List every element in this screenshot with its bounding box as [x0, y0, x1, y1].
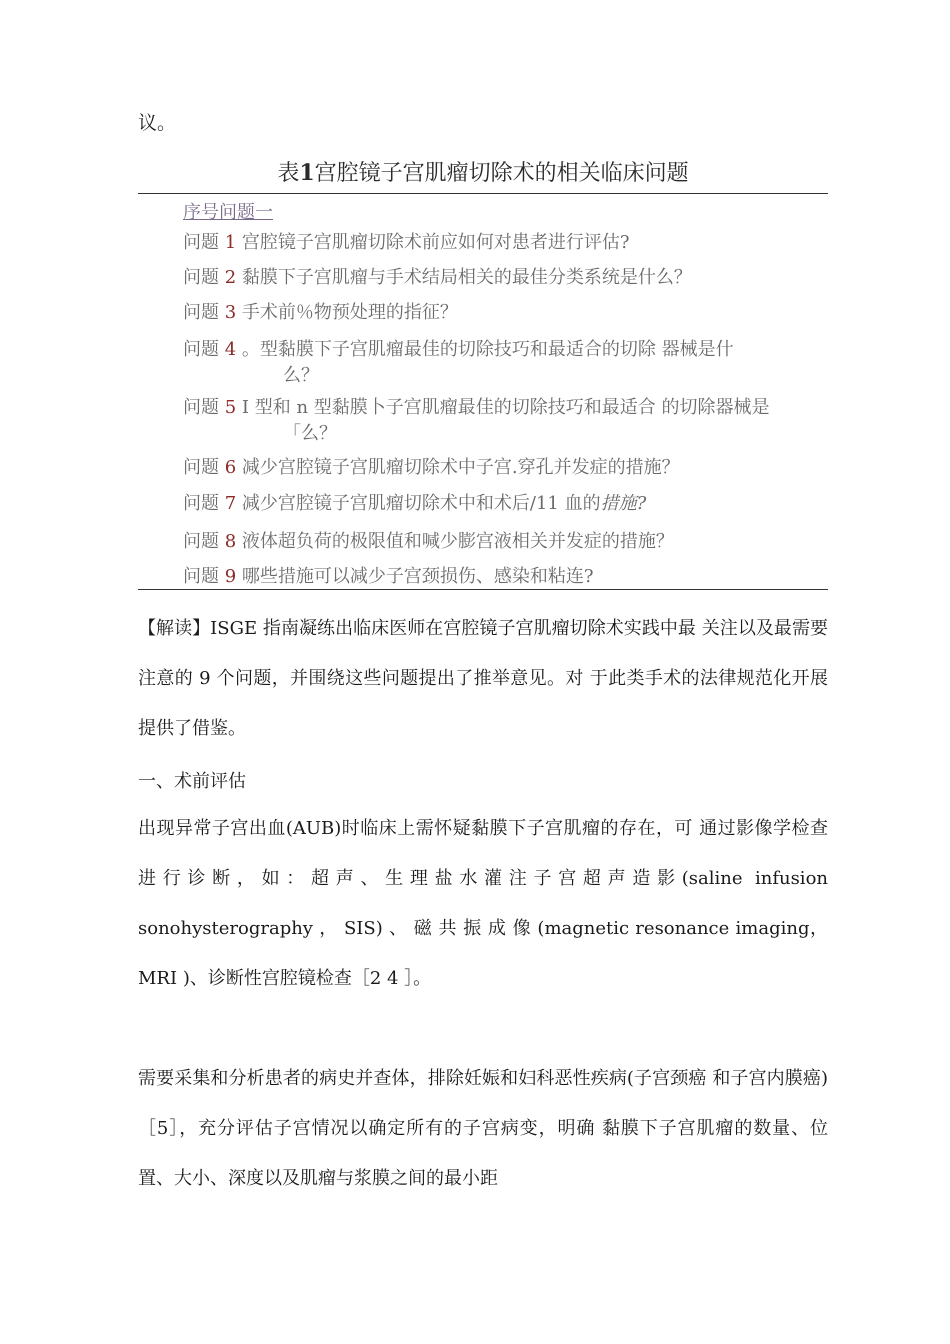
section-heading-preop-assessment: 一、术前评估 [138, 771, 246, 792]
question-row-7: 问题 7 减少宫腔镜子宫肌瘤切除术中和术后/11 血的措施? [183, 493, 647, 514]
lead-text: 议。 [138, 112, 177, 134]
section-paragraph-2: 需要采集和分析患者的病史并查体，排除妊娠和妇科恶性疾病(子宫颈癌 和子宫内膜癌)［5］，充分评估子宫情况以确定所有的子宫病变，明确 黏膜下子宫肌瘤的数量、位置、大小、深度以及肌瘤与浆膜之间的最小距 [138, 1068, 828, 1189]
question-row-5-continued: 「么？ [283, 423, 337, 444]
question-row-9: 问题 9 哪些措施可以减少子宫颈损伤、感染和粘连? [183, 566, 594, 587]
question-row-8: 问题 8 液体超负荷的极限值和喊少膨宫液相关并发症的措施？ [183, 531, 674, 552]
section-paragraph-1: 出现异常子宫出血(AUB)时临床上需怀疑黏膜下子宫肌瘤的存在，可 通过影像学检查进行诊断，如：超声、生理盐水灌注子宫超声造影(saline infusion sonohysterography ， SIS) 、 磁 共 振 成 像 (magnetic resonance imaging，MRI )、诊断性宫腔镜检查［2 4 ］。 [138, 818, 828, 989]
table-title-text: 宫腔镜子宫肌瘤切除术的相关临床问题 [314, 161, 689, 186]
table-title [138, 156, 828, 187]
table-bottom-rule [138, 589, 828, 590]
table-title-prefix: 表 [277, 161, 300, 186]
table-top-rule [138, 193, 828, 194]
question-row-4: 问题 4 。型黏膜下子宫肌瘤最佳的切除技巧和最适合的切除 器械是什 么？ [183, 335, 833, 387]
question-row-5: 问题 5 I 型和 n 型黏膜卜子宫肌瘤最佳的切除技巧和最适合 的切除器械是 「么？ [183, 393, 833, 445]
question-row-3: 问题 3 手术前％物预处理的指征？ [183, 302, 458, 323]
interpretation-paragraph: 【解读】ISGE 指南凝练出临床医师在宫腔镜子宫肌瘤切除术实践中最 关注以及最需要注意的 9 个问题，并围绕这些问题提出了推举意见。对 于此类手术的法律规范化开展提供了借鉴。 [138, 618, 828, 739]
table-header: 序号问题一 [183, 202, 273, 223]
table-title-number: 1 [299, 160, 315, 186]
question-row-6: 问题 6 减少宫腔镜子宫肌瘤切除术中子宫.穿孔并发症的措施？ [183, 457, 680, 478]
question-row-1: 问题 1 宫腔镜子宫肌瘤切除术前应如何对患者进行评估? [183, 232, 630, 253]
question-row-2: 问题 2 黏膜下子宫肌瘤与手术结局相关的最佳分类系统是什么？ [183, 267, 692, 288]
question-row-4-continued: 么？ [283, 365, 319, 386]
